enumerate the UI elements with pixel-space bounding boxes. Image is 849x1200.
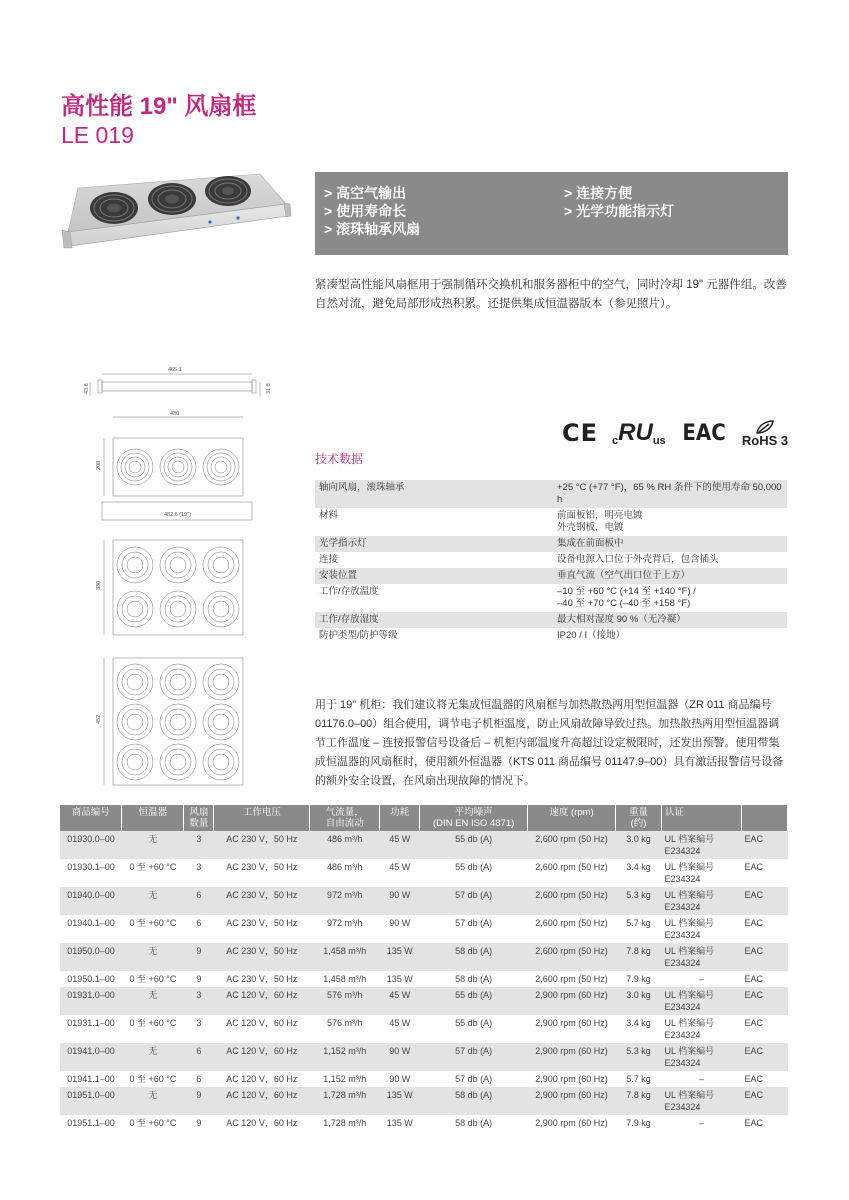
- table-cell: 2,900 rpm (60 Hz): [535, 1118, 608, 1128]
- column-header: 功耗: [380, 805, 420, 831]
- table-cell: UL 档案编号 E234324: [661, 943, 741, 971]
- table-cell: EAC: [744, 1074, 763, 1084]
- spec-row: [315, 480, 787, 508]
- table-cell: –: [698, 1074, 704, 1084]
- table-cell: 无: [122, 1087, 184, 1115]
- table-cell: AC 120 V，60 Hz: [214, 987, 310, 1015]
- table-cell: 01950.0–00: [60, 943, 122, 971]
- feature-list-right: [564, 184, 674, 220]
- page-title: 高性能 19" 风扇框: [61, 93, 257, 120]
- table-cell: –: [698, 1118, 704, 1128]
- table-cell: 1,458 m³/h: [310, 943, 380, 971]
- table-cell: 90 W: [380, 887, 420, 915]
- table-cell: 1,728 m³/h: [323, 1118, 367, 1128]
- table-cell: 01940.0–00: [60, 887, 122, 915]
- table-row: [60, 831, 788, 859]
- table-cell: 135 W: [386, 974, 413, 984]
- spec-key: 工作/存放温度: [319, 586, 379, 597]
- table-cell: 1,152 m³/h: [323, 1074, 367, 1084]
- table-cell: 0 至 +60 °C: [129, 918, 177, 928]
- table-cell: 7.8 kg: [616, 1087, 662, 1115]
- column-header: 恒温器: [122, 805, 184, 831]
- table-cell: 486 m³/h: [310, 831, 380, 859]
- table-cell: 2,900 rpm (60 Hz): [528, 1087, 616, 1115]
- table-cell: 1,728 m³/h: [310, 1087, 380, 1115]
- table-row: [60, 859, 788, 887]
- table-cell: EAC: [744, 1018, 763, 1028]
- table-cell: 无: [122, 987, 184, 1015]
- table-cell: UL 档案编号 E234324: [661, 831, 741, 859]
- table-cell: EAC: [744, 918, 763, 928]
- ce-mark: CE: [562, 419, 599, 447]
- table-cell: 576 m³/h: [326, 1018, 363, 1028]
- table-cell: AC 230 V，50 Hz: [226, 862, 298, 872]
- table-cell: 无: [122, 1043, 184, 1071]
- feature-list-left: [324, 184, 420, 238]
- table-cell: 55 db (A): [455, 1018, 493, 1028]
- spec-key: 工作/存放湿度: [315, 612, 553, 628]
- table-cell: 9: [196, 974, 202, 984]
- dim-label: 452: [96, 714, 102, 724]
- table-cell: 01941.1–00: [67, 1074, 115, 1084]
- table-cell: EAC: [744, 862, 763, 872]
- dim-label: 430: [170, 411, 180, 417]
- table-cell: AC 230 V，50 Hz: [226, 918, 298, 928]
- spec-row: [315, 508, 787, 536]
- table-cell: 2,900 rpm (60 Hz): [535, 1018, 608, 1028]
- column-header: 重量 (约): [616, 805, 662, 831]
- table-cell: 2,900 rpm (60 Hz): [528, 1043, 616, 1071]
- table-cell: 90 W: [389, 918, 411, 928]
- dim-label: 31.8: [266, 383, 272, 394]
- table-cell: 5.7 kg: [626, 918, 651, 928]
- table-cell: UL 档案编号 E234324: [661, 987, 741, 1015]
- spec-key: 安装位置: [315, 568, 553, 584]
- table-cell: UL 档案编号 E234324: [664, 1018, 715, 1040]
- spec-row: [315, 628, 787, 644]
- table-cell: 无: [122, 831, 184, 859]
- table-cell: UL 档案编号 E234324: [661, 1087, 741, 1115]
- table-cell: 无: [122, 887, 184, 915]
- table-cell: 58 db (A): [420, 943, 528, 971]
- spec-table: [315, 480, 787, 644]
- feature-item: > 使用寿命长: [324, 203, 407, 219]
- fan-icon: [148, 183, 196, 215]
- table-cell: 01930.1–00: [67, 862, 115, 872]
- usage-note: 用于 19" 机柜：我们建议将无集成恒温器的风扇框与加热散热两用型恒温器（ZR 011 商品编号 01176.0–00）组合使用，调节电子机柜温度，防止风扇故障导致过热。加热散热两用型恒温器调节工作温度 – 连接报警信号设备后 – 机柜内部温度升高超过设定极限时，还发出预警。使用带集成恒温器的风扇框时，使用额外恒温器（KTS 011 商品编号 01147.9–00）具有激活报警信号设备的额外安全设置，在风扇出现故障的情况下。: [315, 699, 784, 787]
- table-cell: 01951.1–00: [67, 1118, 115, 1128]
- table-cell: 01950.1–00: [67, 974, 115, 984]
- table-cell: 9: [184, 1087, 214, 1115]
- table-cell: 3.0 kg: [616, 987, 662, 1015]
- eac-mark: EAC: [682, 420, 726, 446]
- table-cell: 0 至 +60 °C: [129, 1118, 177, 1128]
- table-cell: UL 档案编号 E234324: [661, 887, 741, 915]
- fan-icon: [205, 176, 251, 206]
- table-cell: 2,600 rpm (50 Hz): [528, 887, 616, 915]
- product-image: [60, 170, 292, 254]
- dim-label: 43.6: [84, 383, 90, 394]
- table-cell: EAC: [741, 987, 787, 1015]
- table-cell: 135 W: [380, 943, 420, 971]
- table-cell: 972 m³/h: [310, 887, 380, 915]
- dim-label: 465.1: [168, 367, 182, 373]
- table-cell: 576 m³/h: [310, 987, 380, 1015]
- table-cell: UL 档案编号 E234324: [661, 1043, 741, 1071]
- table-cell: 6: [184, 1043, 214, 1071]
- ul-mark: c RU us: [612, 419, 666, 447]
- table-cell: UL 档案编号 E234324: [664, 862, 715, 884]
- table-cell: EAC: [741, 1087, 787, 1115]
- table-cell: 01941.0–00: [60, 1043, 122, 1071]
- table-cell: 3: [196, 862, 202, 872]
- fan-icon: [90, 192, 138, 224]
- table-row: [60, 943, 788, 971]
- certification-marks: [562, 416, 788, 450]
- feature-box: [315, 172, 788, 255]
- table-cell: 57 db (A): [420, 1043, 528, 1071]
- tech-data-title: 技术数据: [315, 452, 364, 466]
- table-row: [60, 1071, 788, 1087]
- dimension-drawings: [80, 360, 280, 790]
- table-cell: 90 W: [380, 1043, 420, 1071]
- spec-value: 垂直气流（空气出口位于上方）: [553, 568, 787, 584]
- column-header: [741, 805, 787, 831]
- table-cell: 58 db (A): [455, 974, 493, 984]
- table-cell: 45 W: [389, 862, 411, 872]
- spec-row: [315, 612, 787, 628]
- table-cell: 7.8 kg: [616, 943, 662, 971]
- spec-key: 材料: [319, 510, 339, 521]
- column-header: 平均噪声 (DIN EN ISO 4871): [420, 805, 528, 831]
- table-cell: AC 120 V，60 Hz: [226, 1074, 298, 1084]
- intro-paragraph: 紧凑型高性能风扇框用于强制循环交换机和服务器柜中的空气，同时冷却 19" 元器件组。改善自然对流，避免局部形成热积累。还提供集成恒温器版本（参见照片）。: [315, 279, 787, 310]
- spec-value: –10 至 +60 °C (+14 至 +140 °F) / –40 至 +70 °C (–40 至 +158 °F): [557, 586, 696, 609]
- table-cell: 57 db (A): [455, 918, 493, 928]
- column-header: 速度 (rpm): [528, 805, 616, 831]
- table-cell: 55 db (A): [420, 831, 528, 859]
- spec-value: 前面板铝，明亮电镀 外壳钢板，电镀: [557, 510, 643, 533]
- table-cell: AC 230 V，50 Hz: [214, 887, 310, 915]
- table-cell: AC 230 V，50 Hz: [214, 831, 310, 859]
- table-cell: EAC: [744, 1118, 763, 1128]
- model-number: LE 019: [61, 122, 134, 148]
- table-cell: 5.3 kg: [616, 1043, 662, 1071]
- table-cell: 55 db (A): [420, 987, 528, 1015]
- spec-row: [315, 552, 787, 568]
- table-row: [60, 1087, 788, 1115]
- table-cell: 58 db (A): [455, 1118, 493, 1128]
- table-cell: 57 db (A): [455, 1074, 493, 1084]
- feature-item: > 滚珠轴承风扇: [324, 221, 421, 237]
- table-cell: AC 120 V，60 Hz: [214, 1043, 310, 1071]
- spec-value: 集成在前面板中: [553, 536, 787, 552]
- table-cell: 3: [184, 831, 214, 859]
- table-cell: 2,600 rpm (50 Hz): [528, 831, 616, 859]
- table-cell: 90 W: [389, 1074, 411, 1084]
- table-cell: EAC: [741, 943, 787, 971]
- table-cell: AC 120 V，60 Hz: [226, 1118, 298, 1128]
- table-cell: 无: [122, 943, 184, 971]
- table-cell: EAC: [741, 887, 787, 915]
- table-cell: 2,600 rpm (50 Hz): [528, 943, 616, 971]
- table-cell: EAC: [744, 974, 763, 984]
- table-cell: 135 W: [386, 1118, 413, 1128]
- table-cell: UL 档案编号 E234324: [664, 918, 715, 940]
- spec-value: 设备电源入口位于外壳背后，包含插头: [557, 554, 719, 565]
- spec-key: 光学指示灯: [315, 536, 553, 552]
- table-cell: AC 230 V，50 Hz: [214, 943, 310, 971]
- table-cell: 01951.0–00: [60, 1087, 122, 1115]
- table-cell: 6: [184, 887, 214, 915]
- spec-row: [315, 536, 787, 552]
- table-row: [60, 987, 788, 1015]
- table-cell: 2,600 rpm (50 Hz): [535, 974, 608, 984]
- table-cell: 0 至 +60 °C: [129, 1074, 177, 1084]
- table-cell: 2,900 rpm (60 Hz): [535, 1074, 608, 1084]
- table-cell: AC 120 V，60 Hz: [214, 1087, 310, 1115]
- table-cell: 01940.1–00: [67, 918, 115, 928]
- table-cell: 3.0 kg: [616, 831, 662, 859]
- table-cell: 58 db (A): [420, 1087, 528, 1115]
- table-cell: 9: [184, 943, 214, 971]
- table-cell: 0 至 +60 °C: [129, 862, 177, 872]
- table-cell: 1,458 m³/h: [323, 974, 367, 984]
- table-cell: 55 db (A): [455, 862, 493, 872]
- table-cell: 3: [184, 987, 214, 1015]
- table-cell: 486 m³/h: [326, 862, 363, 872]
- table-cell: 0 至 +60 °C: [129, 1018, 177, 1028]
- feature-item: > 连接方便: [564, 185, 633, 201]
- column-header: 工作电压: [214, 805, 310, 831]
- table-cell: 7.9 kg: [626, 974, 651, 984]
- table-cell: 5.3 kg: [616, 887, 662, 915]
- spec-key: 连接: [319, 554, 339, 565]
- table-row: [60, 1115, 788, 1131]
- column-header: 气流量， 自由流动: [310, 805, 380, 831]
- table-cell: 01931.1–00: [67, 1018, 115, 1028]
- table-cell: 7.9 kg: [626, 1118, 651, 1128]
- spec-row: [315, 568, 787, 584]
- feature-item: > 高空气输出: [324, 185, 407, 201]
- table-cell: 135 W: [380, 1087, 420, 1115]
- table-row: [60, 1015, 788, 1043]
- spec-key: 轴向风扇，滚珠轴承: [315, 480, 553, 508]
- table-cell: AC 120 V，60 Hz: [226, 1018, 298, 1028]
- table-cell: 45 W: [389, 1018, 411, 1028]
- column-header: 认证: [661, 805, 741, 831]
- model-table: [60, 805, 788, 1131]
- table-cell: 3.4 kg: [626, 862, 651, 872]
- table-row: [60, 1043, 788, 1071]
- table-cell: 6: [196, 1074, 202, 1084]
- column-header: 风扇 数量: [184, 805, 214, 831]
- rohs-mark: RoHS 3: [742, 420, 788, 447]
- feature-item: > 光学功能指示灯: [564, 203, 675, 219]
- table-row: [60, 971, 788, 987]
- table-cell: 0 至 +60 °C: [129, 974, 177, 984]
- table-cell: 45 W: [380, 831, 420, 859]
- table-cell: 01931.0–00: [60, 987, 122, 1015]
- table-cell: 9: [196, 1118, 202, 1128]
- table-cell: –: [698, 974, 704, 984]
- table-cell: 6: [196, 918, 202, 928]
- spec-row: [315, 584, 787, 612]
- table-row: [60, 915, 788, 943]
- dim-label: 208: [96, 460, 102, 470]
- table-cell: EAC: [741, 1043, 787, 1071]
- table-cell: 2,600 rpm (50 Hz): [535, 918, 608, 928]
- table-cell: 01930.0–00: [60, 831, 122, 859]
- table-cell: 2,600 rpm (50 Hz): [535, 862, 608, 872]
- table-cell: 2,900 rpm (60 Hz): [528, 987, 616, 1015]
- dim-label: 482.6 (19"): [164, 512, 192, 518]
- column-header: 商品编号: [60, 805, 122, 831]
- table-cell: 3.4 kg: [626, 1018, 651, 1028]
- table-cell: 57 db (A): [420, 887, 528, 915]
- leaf-icon: [755, 420, 775, 434]
- spec-value: 最大相对湿度 90 %（无冷凝）: [553, 612, 787, 628]
- table-row: [60, 887, 788, 915]
- table-cell: AC 230 V，50 Hz: [226, 974, 298, 984]
- table-cell: 972 m³/h: [326, 918, 363, 928]
- table-cell: EAC: [741, 831, 787, 859]
- dim-label: 330: [96, 580, 102, 590]
- spec-value: +25 °C (+77 °F)，65 % RH 条件下的使用寿命 50,000 h: [553, 480, 787, 508]
- spec-key: 防护类型/防护等级: [319, 630, 398, 641]
- table-cell: 1,152 m³/h: [310, 1043, 380, 1071]
- table-cell: 5.7 kg: [626, 1074, 651, 1084]
- spec-value: IP20 / I（接地）: [557, 630, 626, 641]
- table-cell: 45 W: [380, 987, 420, 1015]
- table-cell: 3: [196, 1018, 202, 1028]
